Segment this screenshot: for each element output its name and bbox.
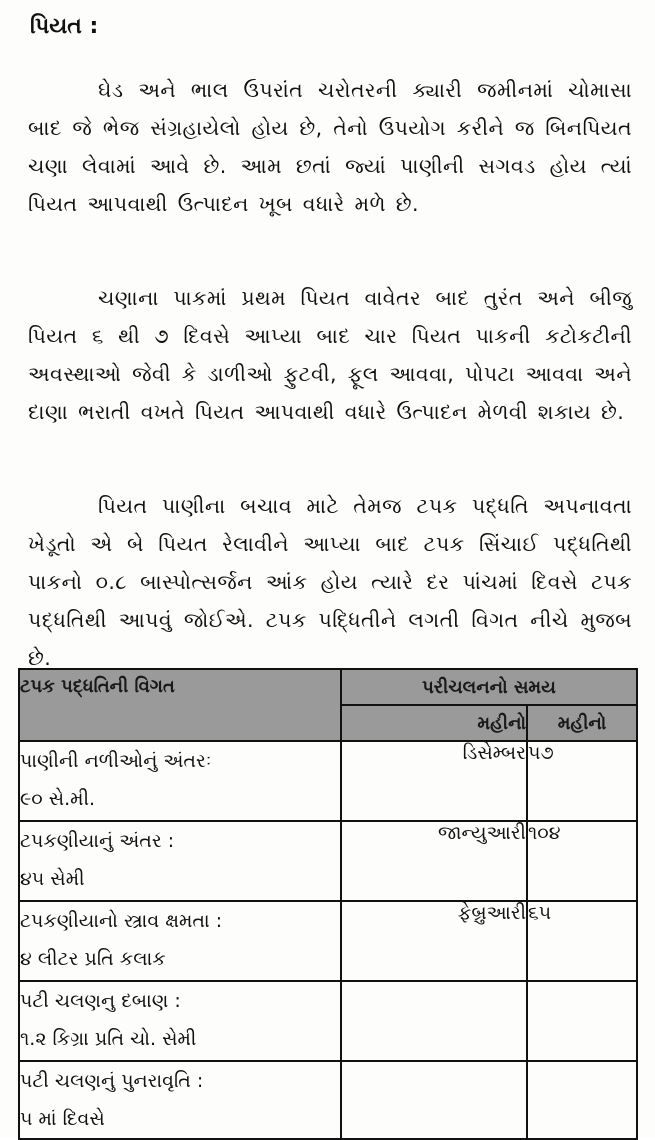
month-cell [341, 1061, 527, 1139]
header-month-1: મહીનો [341, 705, 527, 741]
table-row [19, 1061, 637, 1139]
param-cell [19, 901, 341, 981]
param-value: ૪૫ સેમી [20, 868, 85, 890]
param-label: પટી ચલણનુ દબાણ : [20, 990, 181, 1012]
number-cell: ૫૭ [527, 741, 637, 821]
header-month-2: મહીનો [527, 705, 637, 741]
month-cell [341, 981, 527, 1061]
table-row [19, 821, 637, 901]
header-operation-time: પરીચલનનો સમય [341, 669, 637, 705]
param-cell [19, 1061, 341, 1139]
number-cell [527, 1061, 637, 1139]
table-row [19, 741, 637, 821]
param-cell [19, 981, 341, 1061]
table-row [19, 981, 637, 1061]
param-cell [19, 741, 341, 821]
param-value: ૯૦ સે.મી. [20, 788, 96, 810]
param-label: પટી ચલણનું પુનરાવૃતિ : [20, 1070, 204, 1092]
table-header-row [19, 669, 637, 705]
param-label: પાણીની નળીઓનું અંતરઃ [20, 750, 212, 772]
number-cell: ૧૦૪ [527, 821, 637, 901]
param-label: ટપકણીયાનો સ્ત્રાવ ક્ષમતા : [20, 910, 223, 932]
section-heading: પિયત : [30, 14, 99, 39]
month-cell: ડિસેમ્બર [341, 741, 527, 821]
param-value: ૫ માં દિવસે [20, 1108, 105, 1130]
param-value: ૧.૨ કિગ્રા પ્રતિ ચો. સેમી [20, 1028, 197, 1050]
month-cell: જાન્યુઆરી [341, 821, 527, 901]
paragraph-rainfed-gram: ઘેડ અને ભાલ ઉપરાંત ચરોતરની ક્યારી જમીનમાં ચોમાસા બાદ જે ભેજ સંગ્રહાયેલો હોય છે, તેનો ઉપયોગ કરીને જ બિનપિયત ચણા લેવામાં આવે છે. આમ છતાં જ્યાં પાણીની સગવડ હોય ત્યાં પિયત આપવાથી ઉત્પાદન ખૂબ વધારે મળે છે. [28, 77, 632, 216]
drip-irrigation-table [18, 668, 638, 1140]
paragraph-irrigation-stages: ચણાના પાકમાં પ્રથમ પિયત વાવેતર બાદ તુરંત અને બીજુ પિયત ૬ થી ૭ દિવસે આપ્યા બાદ ચાર પિયત પાકની કટોકટીની અવસ્થાઓ જેવી કે ડાળીઓ ફુટવી, ફૂલ આવવા, પોપટા આવવા અને દાણા ભરાતી વખતે પિયત આપવાથી વધારે ઉત્પાદન મેળવી શકાય છે. [28, 285, 632, 424]
param-cell [19, 821, 341, 901]
param-value: ૪ લીટર પ્રતિ કલાક [20, 948, 166, 970]
header-drip-detail: ટપક પદ્ધતિની વિગત [19, 669, 341, 741]
number-cell [527, 981, 637, 1061]
table-row [19, 901, 637, 981]
paragraph-drip-method: પિયત પાણીના બચાવ માટે તેમજ ટપક પદ્ધતિ અપનાવતા ખેડૂતો એ બે પિયત રેલાવીને આપ્યા બાદ ટપક સિંચાઈ પદ્ધતિથી પાકનો ૦.૮ બાસ્પોત્સર્જન આંક હોય ત્યારે દર પાંચમાં દિવસે ટપક પદ્ધતિથી આપવું જોઈએ. ટપક પદ્ધિતીને લગતી વિગત નીચે મુજબ છે. [28, 493, 632, 670]
number-cell: ૬૫ [527, 901, 637, 981]
param-label: ટપકણીયાનું અંતર : [20, 830, 175, 852]
month-cell: ફેબ્રુઆરી [341, 901, 527, 981]
